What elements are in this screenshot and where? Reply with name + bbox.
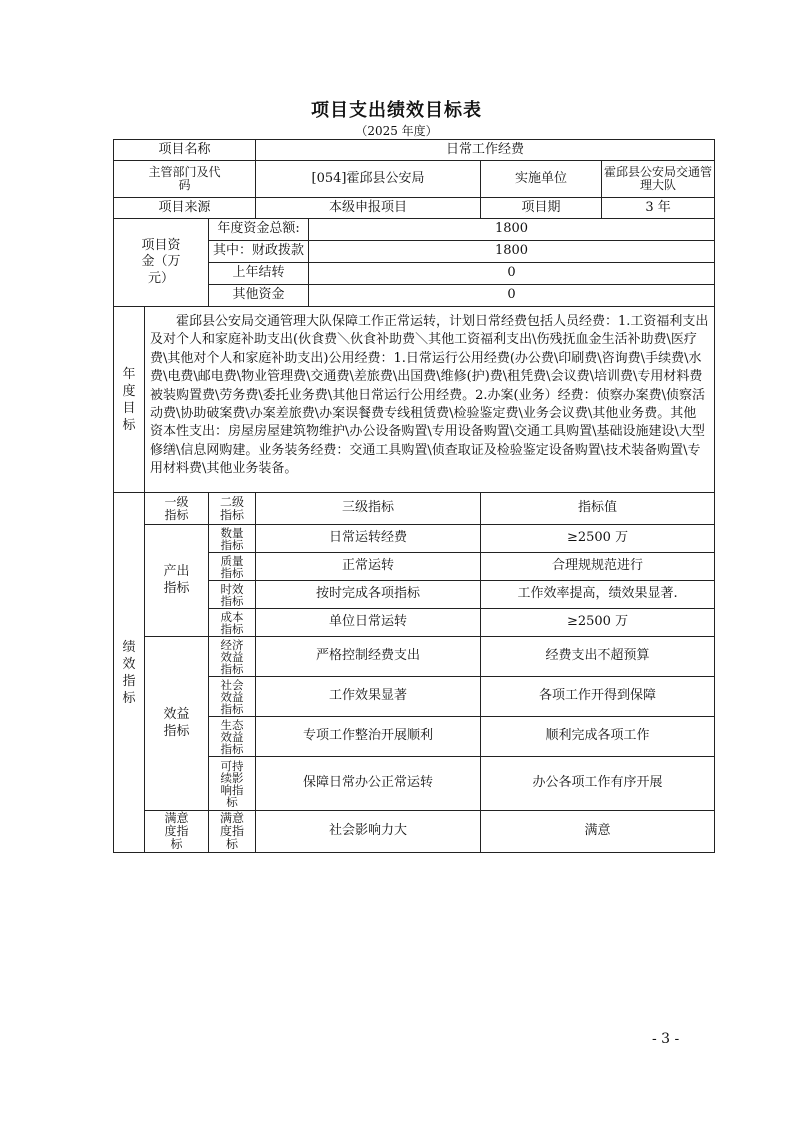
benefit-level3: 工作效果显著 (256, 677, 481, 717)
funds-other-label: 其他资金 (209, 285, 309, 307)
output-level3: 正常运转 (256, 553, 481, 581)
table-row (114, 637, 715, 677)
benefit-level2: 经济效益指标 (209, 637, 256, 677)
page-title: 项目支出绩效目标表 (311, 100, 482, 121)
benefit-level3: 严格控制经费支出 (256, 637, 481, 677)
impl-unit-label: 实施单位 (481, 161, 602, 198)
table-row (114, 219, 715, 241)
performance-table (113, 139, 715, 853)
benefit-value: 各项工作开得到保障 (481, 677, 715, 717)
header-level1: 一级指标 (145, 493, 209, 525)
satisfaction-value: 满意 (481, 811, 715, 853)
table-row (114, 307, 715, 493)
output-level3: 日常运转经费 (256, 525, 481, 553)
funds-fiscal-value: 1800 (309, 241, 715, 263)
benefit-level3: 专项工作整治开展顺利 (256, 717, 481, 757)
funds-total-label: 年度资金总额: (209, 219, 309, 241)
impl-unit-value: 霍邱县公安局交通管理大队 (602, 161, 715, 198)
benefit-label: 效益指标 (145, 637, 209, 811)
dept-label: 主管部门及代码 (114, 161, 256, 198)
table-row (114, 198, 715, 219)
satisfaction-level2: 满意度指标 (209, 811, 256, 853)
benefit-level2: 生态效益指标 (209, 717, 256, 757)
project-name-value: 日常工作经费 (256, 140, 715, 161)
output-level2: 数量指标 (209, 525, 256, 553)
period-label: 项目期 (481, 198, 602, 219)
project-name-label: 项目名称 (114, 140, 256, 161)
funds-total-value: 1800 (309, 219, 715, 241)
output-value: ≥2500 万 (481, 525, 715, 553)
output-value: ≥2500 万 (481, 609, 715, 637)
table-row (114, 811, 715, 853)
funds-label: 项目资金（万元） (114, 219, 209, 307)
dept-value: [054]霍邱县公安局 (256, 161, 481, 198)
annual-goal-label: 年度目标 (114, 307, 145, 493)
header-level2: 二级指标 (209, 493, 256, 525)
table-row (114, 525, 715, 553)
source-label: 项目来源 (114, 198, 256, 219)
output-level3: 按时完成各项指标 (256, 581, 481, 609)
benefit-level2: 社会效益指标 (209, 677, 256, 717)
benefit-level2: 可持续影响指标 (209, 757, 256, 811)
source-value: 本级申报项目 (256, 198, 481, 219)
output-level2: 质量指标 (209, 553, 256, 581)
page-subtitle: （2025 年度） (355, 124, 438, 138)
funds-carryover-label: 上年结转 (209, 263, 309, 285)
output-level2: 时效指标 (209, 581, 256, 609)
output-value: 合理规规范进行 (481, 553, 715, 581)
funds-other-value: 0 (309, 285, 715, 307)
table-row (114, 140, 715, 161)
benefit-value: 办公各项工作有序开展 (481, 757, 715, 811)
output-label: 产出指标 (145, 525, 209, 637)
header-level3: 三级指标 (256, 493, 481, 525)
performance-label: 绩效指标 (114, 493, 145, 853)
period-value: 3 年 (602, 198, 715, 219)
benefit-value: 经费支出不超预算 (481, 637, 715, 677)
satisfaction-level3: 社会影响力大 (256, 811, 481, 853)
annual-goal-text: 霍邱县公安局交通管理大队保障工作正常运转，计划日常经费包括人员经费：1.工资福利支出及对个人和家庭补助支出(伙食费＼伙食补助费＼其他工资福利支出\伤残抚血金生活补助费\医疗费\其他对个人和家庭补助支出)公用经费：1.日常运行公用经费(办公费\印刷费\咨询费\手续费\水费\电费\邮电费\物业管理费\交通费\差旅费\出国费\维修(护)费\租凭费\会议费\培训费\专用材料费被装购置费\劳务费\委托业务费\其他日常运行公用经费。2.办案(业务）经费：侦察办案费\侦察活动费\协助破案费\办案差旅费\办案误餐费专线租赁费\检验鉴定费\业务会议费\其他业务费。其他资本性支出：房屋房屋建筑物维护\办公设备购置\专用设备购置\交通工具购置\基础设施建设\大型修缮\信息网购建。业务装务经费：交通工具购置\侦查取证及检验鉴定设备购置\技术装备购置\专用材料费\其他业务装备。 (145, 307, 715, 493)
table-row (114, 493, 715, 525)
page-number: - 3 - (652, 1031, 680, 1047)
benefit-level3: 保障日常办公正常运转 (256, 757, 481, 811)
output-level2: 成本指标 (209, 609, 256, 637)
satisfaction-level1: 满意度指标 (145, 811, 209, 853)
table-row (114, 161, 715, 198)
header-value: 指标值 (481, 493, 715, 525)
benefit-value: 顺利完成各项工作 (481, 717, 715, 757)
funds-fiscal-label: 其中：财政拨款 (209, 241, 309, 263)
output-level3: 单位日常运转 (256, 609, 481, 637)
output-value: 工作效率提高，绩效果显著. (481, 581, 715, 609)
funds-carryover-value: 0 (309, 263, 715, 285)
